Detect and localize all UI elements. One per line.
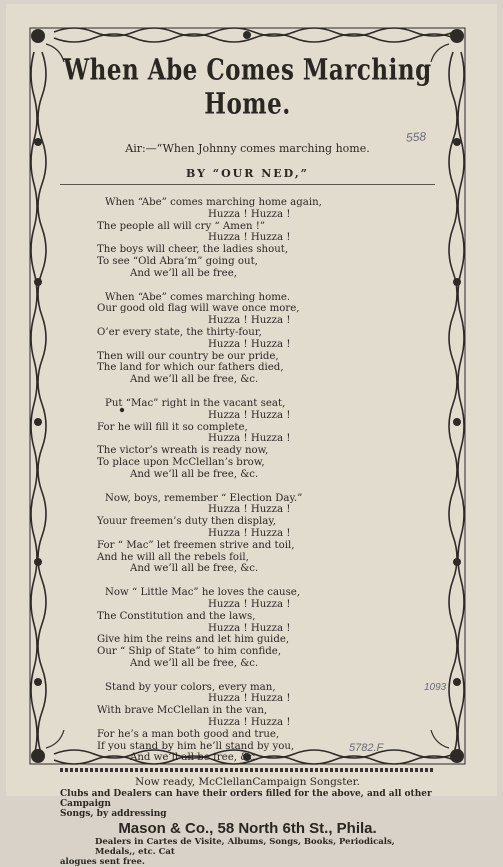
lyric-line: Then will our country be our pride, xyxy=(97,350,279,362)
songster-notice: Now ready, McClellanCampaign Songster. xyxy=(135,776,360,789)
lyric-line: The people all will cry “ Amen !” xyxy=(97,220,266,232)
lyric-line: The Constitution and the laws, xyxy=(97,610,256,622)
stanza xyxy=(60,197,435,280)
refrain-line: Huzza ! Huzza ! xyxy=(208,409,291,421)
lyric-line: And we’ll all be free, &c. xyxy=(130,374,259,386)
refrain-line: Huzza ! Huzza ! xyxy=(208,527,291,539)
lyric-line: The land for which our fathers died, xyxy=(97,362,284,374)
refrain-line: Huzza ! Huzza ! xyxy=(208,433,291,445)
lyric-line: And we’ll all be free, &c. xyxy=(130,468,259,480)
lyric-line: O’er every state, the thirty-four, xyxy=(97,326,262,338)
lyric-line: Our good old flag will wave once more, xyxy=(97,303,300,315)
publisher-address: Mason & Co., 58 North 6th St., Phila. xyxy=(118,820,377,838)
title-rule xyxy=(60,184,435,185)
refrain-line: Huzza ! Huzza ! xyxy=(208,208,291,220)
stanza xyxy=(60,587,435,670)
refrain-line: Huzza ! Huzza ! xyxy=(208,315,291,327)
lyric-line: To place upon McClellan’s brow, xyxy=(97,456,265,468)
footer-divider xyxy=(60,768,435,772)
lyric-line: And we’ll all be free, xyxy=(130,267,237,279)
refrain-line: Huzza ! Huzza ! xyxy=(208,598,291,610)
author-byline: BY “OUR NED,” xyxy=(185,167,309,180)
lyric-line: For he will fill it so complete, xyxy=(97,421,248,433)
lyric-line: For he’s a man both good and true, xyxy=(97,728,280,740)
lyric-line: Now “ Little Mac” he loves the cause, xyxy=(105,587,301,599)
air-line: Air:—“When Johnny comes marching home. xyxy=(125,142,370,155)
orders-notice-cont: Songs, by addressing xyxy=(60,809,167,820)
lyric-line: When “Abe” comes marching home. xyxy=(105,291,291,303)
lyric-line: And he will all the rebels foil, xyxy=(97,551,249,563)
publisher-footer xyxy=(60,776,435,867)
lyric-line: Our “ Ship of State” to him confide, xyxy=(97,646,282,658)
refrain-line: Huzza ! Huzza ! xyxy=(208,693,291,705)
lyric-line: The victor’s wreath is ready now, xyxy=(97,445,269,457)
lyric-line: Give him the reins and let him guide, xyxy=(97,634,290,646)
orders-notice: Clubs and Dealers can have their orders filled for the above, and all other Campaign xyxy=(60,789,432,810)
song-lyrics xyxy=(60,197,435,764)
lyric-line: When “Abe” comes marching home again, xyxy=(105,197,322,208)
lyric-line: And we’ll all be free, &c. xyxy=(130,752,259,764)
lyric-line: To see “Old Abra’m” going out, xyxy=(97,255,258,267)
lyric-line: With brave McClellan in the van, xyxy=(97,705,268,717)
dealer-notice: Dealers in Cartes de Visite, Albums, Songs, Books, Periodicals, Medals,, etc. Cat xyxy=(95,837,395,858)
refrain-line: Huzza ! Huzza ! xyxy=(208,622,291,634)
lyric-line: For “ Mac” let freemen strive and toil, xyxy=(97,539,295,551)
lyric-line: Put “Mac” right in the vacant seat, xyxy=(105,397,286,409)
pencil-annotation-top: 558 xyxy=(405,129,427,145)
pencil-annotation-mid: 1093 xyxy=(424,682,447,693)
lyric-line: Now, boys, remember “ Election Day.” xyxy=(105,492,303,504)
pencil-annotation-bottom: 5782.F xyxy=(349,742,384,754)
catalogue-notice: alogues sent free. xyxy=(60,857,145,867)
lyric-line: The boys will cheer, the ladies shout, xyxy=(97,244,289,256)
stanza xyxy=(60,493,435,576)
lyric-line: Youur freemen’s duty then display, xyxy=(97,516,277,528)
lyric-line: Stand by your colors, every man, xyxy=(105,681,276,693)
refrain-line: Huzza ! Huzza ! xyxy=(208,717,291,729)
stanza xyxy=(60,398,435,481)
refrain-line: Huzza ! Huzza ! xyxy=(208,338,291,350)
refrain-line: Huzza ! Huzza ! xyxy=(208,232,291,244)
stanza xyxy=(60,292,435,386)
lyric-line: And we’ll all be free, &c. xyxy=(130,657,259,669)
lyric-line: If you stand by him he’ll stand by you, xyxy=(97,740,295,752)
lyric-line: And we’ll all be free, &c. xyxy=(130,563,259,575)
refrain-line: Huzza ! Huzza ! xyxy=(208,504,291,516)
song-title: When Abe Comes Marching Home. xyxy=(63,53,432,121)
